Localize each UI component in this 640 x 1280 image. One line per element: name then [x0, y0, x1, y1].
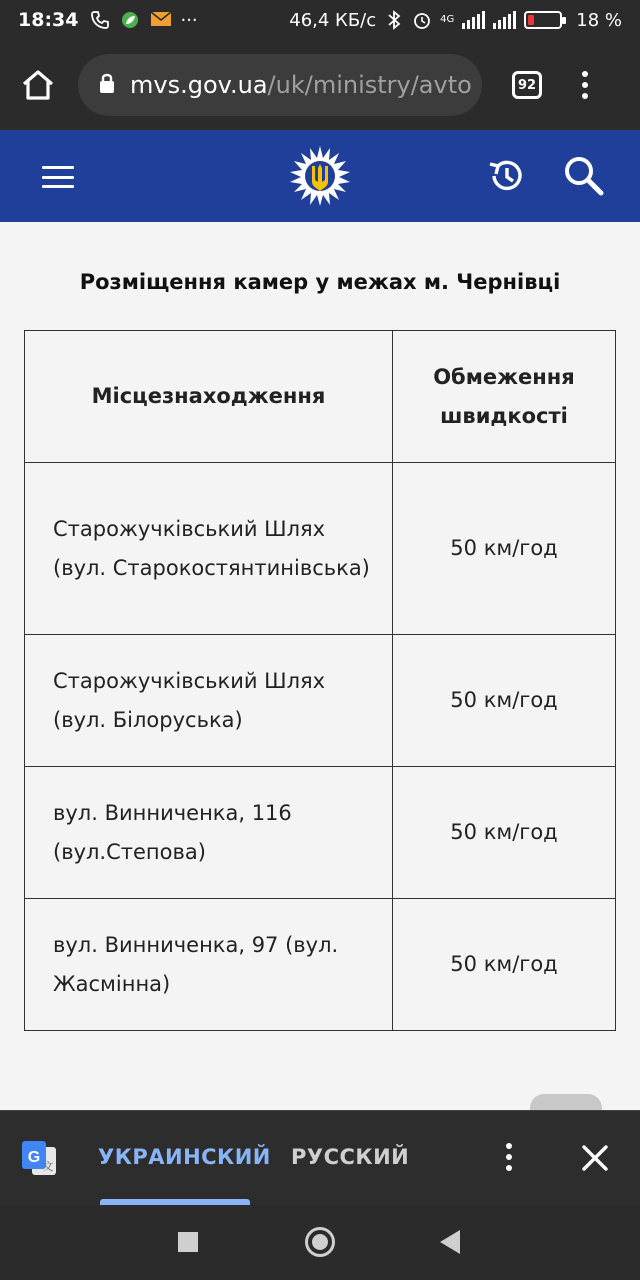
column-header-location: Місцезнаходження [25, 331, 393, 463]
leaf-icon [120, 10, 140, 30]
home-icon [21, 69, 55, 101]
table-row [25, 463, 616, 635]
status-time: 18:34 [18, 9, 79, 31]
emblem-icon[interactable] [288, 144, 352, 208]
close-icon[interactable] [578, 1141, 612, 1175]
battery-percent: 18 % [576, 9, 622, 31]
lock-icon [98, 72, 116, 98]
signal-icon-2 [493, 11, 516, 29]
camera-table [24, 330, 616, 1031]
svg-text:G: G [27, 1149, 41, 1166]
browser-home-button[interactable] [16, 63, 60, 107]
table-header-row [25, 331, 616, 463]
site-header [0, 130, 640, 222]
cell-speed: 50 км/год [393, 463, 616, 635]
table-caption: Розміщення камер у межах м. Чернівці [79, 270, 561, 294]
status-notification-icons [90, 10, 197, 31]
history-icon[interactable] [486, 156, 526, 196]
cell-location: Старожучківський Шлях (вул. Старокостянтинівська) [25, 463, 393, 635]
google-translate-icon [20, 1139, 58, 1177]
bluetooth-icon [384, 10, 404, 30]
recents-icon[interactable] [178, 1232, 198, 1252]
cell-location: Старожучківський Шлях (вул. Білоруська) [25, 635, 393, 767]
cell-location: вул. Винниченка, 116 (вул.Степова) [25, 767, 393, 899]
cell-speed: 50 км/год [393, 635, 616, 767]
network-speed: 46,4 КБ/с [289, 9, 377, 31]
url-path: /uk/ministry/avto [267, 71, 472, 99]
table-row [25, 635, 616, 767]
cell-speed: 50 км/год [393, 767, 616, 899]
alarm-icon [412, 10, 432, 30]
cell-location: вул. Винниченка, 97 (вул. Жасмінна) [25, 899, 393, 1031]
search-icon[interactable] [562, 154, 604, 196]
system-nav-bar [0, 1206, 640, 1280]
menu-icon[interactable] [42, 166, 74, 188]
battery-icon [524, 11, 562, 29]
column-header-speed: Обмеження швидкості [393, 331, 616, 463]
call-icon [90, 10, 110, 30]
table-row [25, 899, 616, 1031]
translate-menu-button[interactable] [506, 1143, 512, 1171]
back-icon[interactable] [440, 1230, 460, 1254]
cell-speed: 50 км/год [393, 899, 616, 1031]
tab-switcher-button[interactable]: 92 [512, 71, 542, 99]
tab-lang-ukrainian[interactable]: УКРАИНСКИЙ [98, 1145, 271, 1169]
page-content [0, 222, 640, 1110]
network-type: 4G [440, 14, 455, 25]
browser-menu-button[interactable] [582, 71, 588, 99]
signal-icon [462, 11, 485, 29]
mail-icon [150, 10, 170, 30]
more-notifications: ··· [180, 9, 198, 31]
home-button-icon[interactable] [305, 1227, 335, 1257]
table-row [25, 767, 616, 899]
url-domain: mvs.gov.ua [130, 71, 268, 99]
browser-toolbar [0, 40, 640, 130]
address-bar[interactable] [78, 54, 482, 116]
battery-level [528, 15, 533, 25]
tab-lang-russian[interactable]: РУССКИЙ [291, 1145, 410, 1169]
svg-text:文: 文 [42, 1160, 54, 1173]
translate-bar [0, 1110, 640, 1206]
status-bar [0, 0, 640, 40]
active-tab-indicator [100, 1199, 250, 1205]
